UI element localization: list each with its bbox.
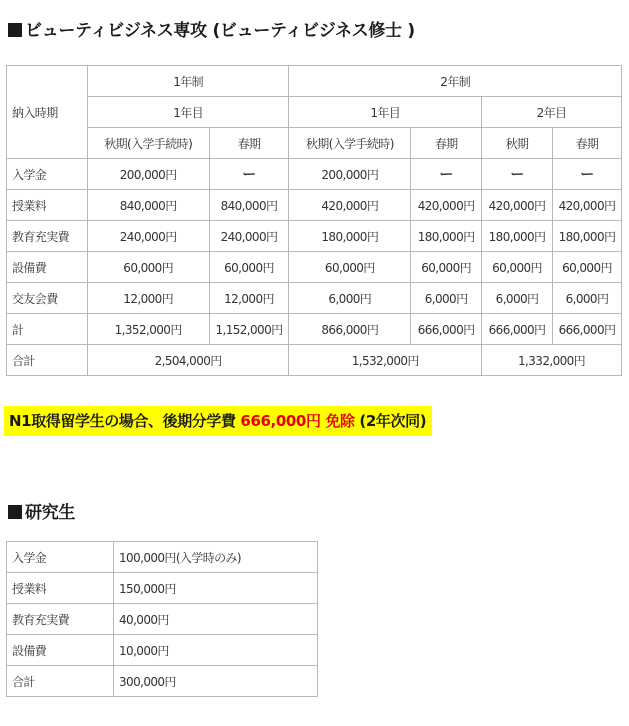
fee-cell: 840,000円 — [87, 190, 209, 221]
notice-highlight: 666,000円 免除 — [240, 412, 355, 430]
table-header-row — [7, 97, 622, 128]
year-header: 1年目 — [87, 97, 289, 128]
year-header: 2年目 — [482, 97, 622, 128]
fee-label: 計 — [7, 314, 88, 345]
fee-cell: 420,000円 — [553, 190, 622, 221]
table-total-row — [7, 345, 622, 376]
fee-label: 交友会費 — [7, 283, 88, 314]
fee-label: 合計 — [7, 666, 114, 697]
fee-cell: 40,000円 — [114, 604, 318, 635]
fee-label: 設備費 — [7, 635, 114, 666]
n1-exemption-notice — [4, 406, 432, 436]
fee-cell: 1,352,000円 — [87, 314, 209, 345]
table-row — [7, 314, 622, 345]
section-title-research-student — [8, 498, 75, 523]
table-row — [7, 159, 622, 190]
fee-cell: 100,000円(入学時のみ) — [114, 542, 318, 573]
fee-label: 授業料 — [7, 190, 88, 221]
fee-label: 入学金 — [7, 159, 88, 190]
fee-cell: 12,000円 — [87, 283, 209, 314]
program-2yr-header: 2年制 — [289, 66, 622, 97]
table-row — [7, 283, 622, 314]
fee-cell: 60,000円 — [209, 252, 289, 283]
section-title-text: ビューティビジネス専攻 (ビューティビジネス修士 ) — [25, 21, 415, 41]
total-label: 合計 — [7, 345, 88, 376]
term-header: 春期 — [553, 128, 622, 159]
fee-cell: 180,000円 — [411, 221, 482, 252]
fee-cell: 420,000円 — [289, 190, 411, 221]
fee-cell: 6,000円 — [482, 283, 553, 314]
fee-cell: 60,000円 — [87, 252, 209, 283]
fee-cell: 60,000円 — [289, 252, 411, 283]
fee-label: 授業料 — [7, 573, 114, 604]
fee-cell: 666,000円 — [482, 314, 553, 345]
fee-cell: 60,000円 — [553, 252, 622, 283]
fee-cell: 1,152,000円 — [209, 314, 289, 345]
fee-cell: ー — [553, 159, 622, 190]
fee-cell: 10,000円 — [114, 635, 318, 666]
term-header: 春期 — [411, 128, 482, 159]
fee-cell: 840,000円 — [209, 190, 289, 221]
fee-cell: 6,000円 — [553, 283, 622, 314]
fee-cell: 300,000円 — [114, 666, 318, 697]
fee-cell: 240,000円 — [87, 221, 209, 252]
fee-cell: ー — [482, 159, 553, 190]
fee-cell: 200,000円 — [87, 159, 209, 190]
fee-cell: 240,000円 — [209, 221, 289, 252]
term-header: 秋期 — [482, 128, 553, 159]
total-cell: 1,332,000円 — [482, 345, 622, 376]
fee-cell: 12,000円 — [209, 283, 289, 314]
fee-label: 教育充実費 — [7, 221, 88, 252]
square-bullet-icon — [8, 23, 22, 37]
fee-cell: 6,000円 — [289, 283, 411, 314]
program-1yr-header: 1年制 — [87, 66, 289, 97]
table-row — [7, 666, 318, 697]
fee-cell: 180,000円 — [482, 221, 553, 252]
fee-cell: ー — [209, 159, 289, 190]
tuition-fee-table — [6, 65, 622, 376]
research-fee-table — [6, 541, 318, 697]
fee-cell: 866,000円 — [289, 314, 411, 345]
notice-prefix: N1取得留学生の場合、後期分学費 — [9, 412, 236, 430]
fee-cell: 200,000円 — [289, 159, 411, 190]
fee-cell: 180,000円 — [289, 221, 411, 252]
notice-suffix: (2年次同) — [354, 412, 427, 430]
table-header-row — [7, 128, 622, 159]
square-bullet-icon — [8, 505, 22, 519]
section-title-text: 研究生 — [25, 503, 76, 523]
table-row — [7, 573, 318, 604]
fee-label: 教育充実費 — [7, 604, 114, 635]
fee-cell: 150,000円 — [114, 573, 318, 604]
fee-label: 入学金 — [7, 542, 114, 573]
fee-cell: 666,000円 — [411, 314, 482, 345]
term-header: 春期 — [209, 128, 289, 159]
table-row — [7, 635, 318, 666]
total-cell: 1,532,000円 — [289, 345, 482, 376]
term-header: 秋期(入学手続時) — [289, 128, 411, 159]
fee-cell: 180,000円 — [553, 221, 622, 252]
payment-period-header: 納入時期 — [7, 66, 88, 159]
year-header: 1年目 — [289, 97, 482, 128]
section-title-beauty-business — [8, 16, 415, 41]
table-row — [7, 542, 318, 573]
term-header: 秋期(入学手続時) — [87, 128, 209, 159]
fee-cell: 60,000円 — [482, 252, 553, 283]
table-row — [7, 221, 622, 252]
fee-cell: 6,000円 — [411, 283, 482, 314]
fee-cell: 420,000円 — [411, 190, 482, 221]
total-cell: 2,504,000円 — [87, 345, 289, 376]
table-row — [7, 604, 318, 635]
table-row — [7, 190, 622, 221]
fee-label: 設備費 — [7, 252, 88, 283]
fee-cell: 666,000円 — [553, 314, 622, 345]
fee-cell: ー — [411, 159, 482, 190]
table-header-row — [7, 66, 622, 97]
table-row — [7, 252, 622, 283]
fee-cell: 420,000円 — [482, 190, 553, 221]
fee-cell: 60,000円 — [411, 252, 482, 283]
